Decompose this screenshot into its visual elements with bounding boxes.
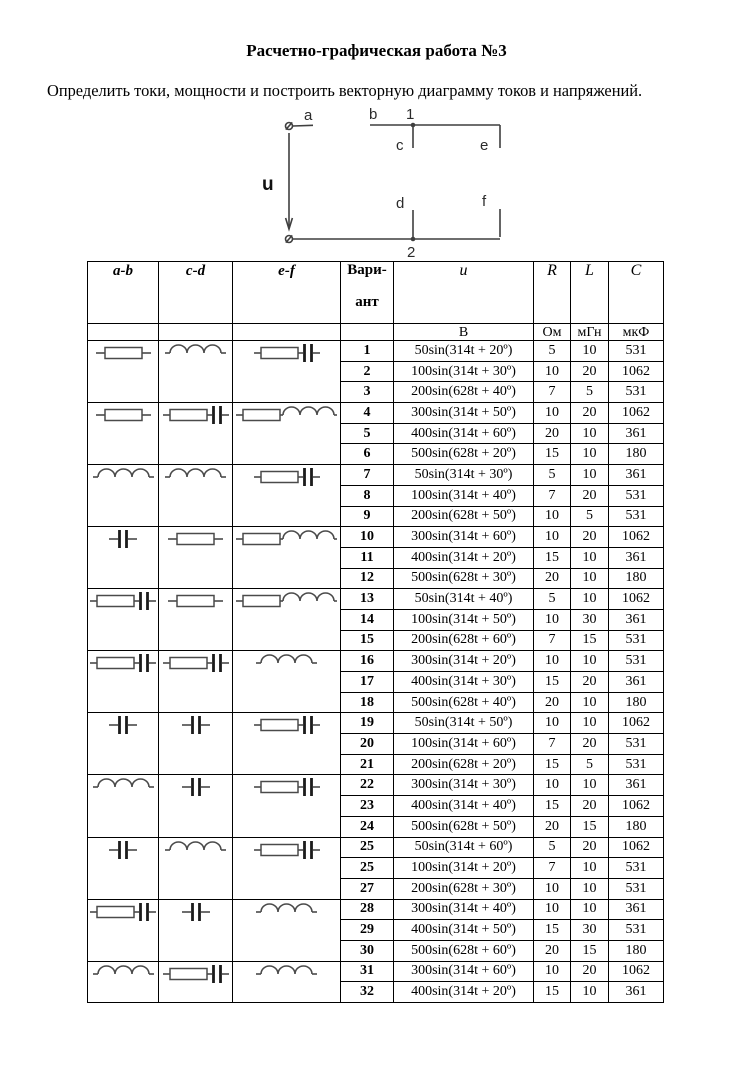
variant-cell: 22 [341, 775, 394, 796]
l-cell: 10 [571, 713, 609, 734]
terminal-label-b: b [369, 106, 378, 123]
variant-cell: 24 [341, 816, 394, 837]
r-cell: 10 [534, 361, 571, 382]
r-cell: 15 [534, 547, 571, 568]
terminal-top-icon [286, 122, 293, 129]
l-cell: 5 [571, 382, 609, 403]
c-cell: 180 [609, 568, 664, 589]
c-cell: 531 [609, 485, 664, 506]
header-row [88, 262, 664, 324]
symbol-cell-cd [159, 527, 233, 589]
resistor-capacitor-icon [253, 775, 321, 799]
u-cell: 200sin(628t + 60º) [394, 630, 534, 651]
resistor-capacitor-icon [89, 900, 157, 924]
l-cell: 20 [571, 672, 609, 693]
task-instruction: Определить токи, мощности и построить векторную диаграмму токов и напряжений. [47, 81, 643, 100]
r-cell: 10 [534, 713, 571, 734]
col-header-ef: e-f [233, 262, 341, 324]
variant-cell: 7 [341, 465, 394, 486]
c-cell: 361 [609, 423, 664, 444]
c-cell: 531 [609, 878, 664, 899]
variant-row [88, 775, 664, 796]
r-cell: 5 [534, 341, 571, 362]
variant-cell: 30 [341, 940, 394, 961]
variant-cell: 15 [341, 630, 394, 651]
r-cell: 7 [534, 630, 571, 651]
r-cell: 15 [534, 754, 571, 775]
c-cell: 531 [609, 382, 664, 403]
variant-cell: 6 [341, 444, 394, 465]
u-cell: 50sin(314t + 60º) [394, 837, 534, 858]
u-cell: 300sin(314t + 50º) [394, 403, 534, 424]
symbol-cell-ab [88, 713, 159, 775]
inductor-icon [255, 900, 318, 924]
node-label-1: 1 [406, 106, 415, 123]
r-cell: 20 [534, 816, 571, 837]
node-label-2: 2 [407, 244, 416, 261]
u-cell: 500sin(628t + 60º) [394, 940, 534, 961]
l-cell: 30 [571, 609, 609, 630]
u-cell: 200sin(628t + 30º) [394, 878, 534, 899]
c-cell: 361 [609, 547, 664, 568]
c-cell: 531 [609, 858, 664, 879]
resistor-inductor-icon [235, 589, 338, 613]
variant-row [88, 837, 664, 858]
l-cell: 20 [571, 527, 609, 548]
u-cell: 300sin(314t + 60º) [394, 527, 534, 548]
resistor-capacitor-icon [253, 713, 321, 737]
variant-cell: 4 [341, 403, 394, 424]
terminal-bottom-icon [286, 235, 293, 242]
r-cell: 10 [534, 775, 571, 796]
u-cell: 100sin(314t + 30º) [394, 361, 534, 382]
c-cell: 531 [609, 630, 664, 651]
inductor-icon [255, 651, 318, 675]
units-r: Ом [534, 324, 571, 341]
units-c: мкФ [609, 324, 664, 341]
symbol-cell-ef [233, 341, 341, 403]
r-cell: 5 [534, 837, 571, 858]
capacitor-icon [108, 527, 138, 551]
units-variant [341, 324, 394, 341]
u-cell: 400sin(314t + 30º) [394, 672, 534, 693]
variant-cell: 28 [341, 899, 394, 920]
c-cell: 531 [609, 651, 664, 672]
c-cell: 531 [609, 920, 664, 941]
c-cell: 1062 [609, 403, 664, 424]
variant-cell: 3 [341, 382, 394, 403]
inductor-icon [164, 838, 227, 862]
variant-cell: 10 [341, 527, 394, 548]
c-cell: 361 [609, 982, 664, 1003]
u-cell: 50sin(314t + 40º) [394, 589, 534, 610]
capacitor-icon [108, 838, 138, 862]
l-cell: 30 [571, 920, 609, 941]
capacitor-icon [181, 775, 211, 799]
page-title: Расчетно-графическая работа №3 [246, 41, 507, 60]
l-cell: 10 [571, 651, 609, 672]
symbol-cell-cd [159, 775, 233, 837]
symbol-cell-ef [233, 651, 341, 713]
u-cell: 500sin(628t + 30º) [394, 568, 534, 589]
r-cell: 7 [534, 734, 571, 755]
variant-cell: 19 [341, 713, 394, 734]
r-cell: 10 [534, 403, 571, 424]
symbol-cell-ab [88, 899, 159, 961]
u-cell: 100sin(314t + 50º) [394, 609, 534, 630]
c-cell: 361 [609, 609, 664, 630]
symbol-cell-cd [159, 713, 233, 775]
resistor-capacitor-icon [162, 962, 230, 986]
inductor-icon [164, 341, 227, 365]
r-cell: 10 [534, 609, 571, 630]
l-cell: 10 [571, 692, 609, 713]
r-cell: 10 [534, 651, 571, 672]
symbol-cell-ab [88, 527, 159, 589]
l-cell: 20 [571, 403, 609, 424]
l-cell: 20 [571, 837, 609, 858]
inductor-icon [164, 465, 227, 489]
c-cell: 531 [609, 506, 664, 527]
l-cell: 10 [571, 982, 609, 1003]
u-cell: 300sin(314t + 20º) [394, 651, 534, 672]
l-cell: 20 [571, 734, 609, 755]
terminal-label-a: a [304, 107, 313, 124]
u-cell: 300sin(314t + 30º) [394, 775, 534, 796]
variant-row [88, 713, 664, 734]
symbol-cell-ef [233, 589, 341, 651]
c-cell: 361 [609, 899, 664, 920]
r-cell: 10 [534, 506, 571, 527]
variants-table [87, 261, 664, 1003]
variant-row [88, 341, 664, 362]
l-cell: 15 [571, 630, 609, 651]
variant-row [88, 899, 664, 920]
l-cell: 5 [571, 754, 609, 775]
variant-cell: 25 [341, 858, 394, 879]
l-cell: 20 [571, 485, 609, 506]
c-cell: 1062 [609, 713, 664, 734]
symbol-cell-ef [233, 527, 341, 589]
variant-cell: 27 [341, 878, 394, 899]
r-cell: 15 [534, 920, 571, 941]
u-cell: 50sin(314t + 20º) [394, 341, 534, 362]
variant-row [88, 589, 664, 610]
c-cell: 531 [609, 734, 664, 755]
symbol-cell-ef [233, 465, 341, 527]
col-header-l: L [571, 262, 609, 324]
inductor-icon [92, 962, 155, 986]
voltage-label: u [262, 174, 274, 195]
symbol-cell-cd [159, 961, 233, 1002]
terminal-label-f: f [482, 193, 487, 210]
c-cell: 180 [609, 692, 664, 713]
variant-cell: 13 [341, 589, 394, 610]
u-cell: 100sin(314t + 20º) [394, 858, 534, 879]
resistor-icon [167, 527, 224, 551]
circuit-diagram [250, 102, 532, 270]
resistor-capacitor-icon [253, 465, 321, 489]
symbol-cell-ef [233, 403, 341, 465]
r-cell: 20 [534, 692, 571, 713]
l-cell: 10 [571, 775, 609, 796]
col-header-c: C [609, 262, 664, 324]
units-l: мГн [571, 324, 609, 341]
u-cell: 200sin(628t + 50º) [394, 506, 534, 527]
units-u: В [394, 324, 534, 341]
resistor-inductor-icon [235, 403, 338, 427]
l-cell: 5 [571, 506, 609, 527]
l-cell: 10 [571, 423, 609, 444]
u-cell: 400sin(314t + 20º) [394, 982, 534, 1003]
terminal-label-d: d [396, 195, 405, 212]
l-cell: 10 [571, 858, 609, 879]
variant-cell: 1 [341, 341, 394, 362]
r-cell: 10 [534, 878, 571, 899]
u-cell: 500sin(628t + 50º) [394, 816, 534, 837]
variant-cell: 9 [341, 506, 394, 527]
symbol-cell-cd [159, 899, 233, 961]
l-cell: 10 [571, 568, 609, 589]
c-cell: 1062 [609, 961, 664, 982]
symbol-cell-cd [159, 341, 233, 403]
r-cell: 20 [534, 423, 571, 444]
variant-cell: 20 [341, 734, 394, 755]
col-header-u: u [394, 262, 534, 324]
capacitor-icon [181, 900, 211, 924]
u-cell: 300sin(314t + 60º) [394, 961, 534, 982]
symbol-cell-ef [233, 713, 341, 775]
col-header-r: R [534, 262, 571, 324]
symbol-cell-cd [159, 403, 233, 465]
u-cell: 50sin(314t + 50º) [394, 713, 534, 734]
r-cell: 5 [534, 589, 571, 610]
r-cell: 5 [534, 465, 571, 486]
r-cell: 15 [534, 982, 571, 1003]
c-cell: 361 [609, 672, 664, 693]
resistor-capacitor-icon [89, 589, 157, 613]
variant-row [88, 403, 664, 424]
c-cell: 531 [609, 341, 664, 362]
symbol-cell-ef [233, 899, 341, 961]
u-cell: 500sin(628t + 40º) [394, 692, 534, 713]
col-header-ab: a-b [88, 262, 159, 324]
u-cell: 50sin(314t + 30º) [394, 465, 534, 486]
symbol-cell-ab [88, 837, 159, 899]
variant-cell: 14 [341, 609, 394, 630]
symbol-cell-ef [233, 961, 341, 1002]
u-cell: 100sin(314t + 40º) [394, 485, 534, 506]
wire-terminal-a [293, 125, 313, 126]
symbol-cell-ab [88, 403, 159, 465]
c-cell: 1062 [609, 527, 664, 548]
units-cd [159, 324, 233, 341]
terminal-label-e: e [480, 137, 489, 154]
variant-cell: 11 [341, 547, 394, 568]
r-cell: 7 [534, 485, 571, 506]
l-cell: 20 [571, 961, 609, 982]
units-row [88, 324, 664, 341]
l-cell: 20 [571, 796, 609, 817]
symbol-cell-ef [233, 775, 341, 837]
r-cell: 10 [534, 527, 571, 548]
variant-cell: 29 [341, 920, 394, 941]
resistor-inductor-icon [235, 527, 338, 551]
symbol-cell-cd [159, 465, 233, 527]
symbol-cell-ab [88, 589, 159, 651]
l-cell: 15 [571, 816, 609, 837]
variant-cell: 12 [341, 568, 394, 589]
variant-cell: 23 [341, 796, 394, 817]
resistor-capacitor-icon [89, 651, 157, 675]
l-cell: 10 [571, 899, 609, 920]
c-cell: 1062 [609, 837, 664, 858]
l-cell: 15 [571, 940, 609, 961]
variant-cell: 8 [341, 485, 394, 506]
variant-row [88, 651, 664, 672]
u-cell: 300sin(314t + 40º) [394, 899, 534, 920]
l-cell: 10 [571, 547, 609, 568]
inductor-icon [92, 465, 155, 489]
l-cell: 10 [571, 589, 609, 610]
l-cell: 10 [571, 878, 609, 899]
variant-row [88, 527, 664, 548]
u-cell: 500sin(628t + 20º) [394, 444, 534, 465]
symbol-cell-ab [88, 341, 159, 403]
l-cell: 10 [571, 465, 609, 486]
c-cell: 1062 [609, 796, 664, 817]
c-cell: 531 [609, 754, 664, 775]
variant-cell: 5 [341, 423, 394, 444]
variant-cell: 2 [341, 361, 394, 382]
symbol-cell-ab [88, 775, 159, 837]
resistor-icon [167, 589, 224, 613]
u-cell: 100sin(314t + 60º) [394, 734, 534, 755]
units-ab [88, 324, 159, 341]
variant-cell: 31 [341, 961, 394, 982]
c-cell: 180 [609, 816, 664, 837]
u-cell: 200sin(628t + 40º) [394, 382, 534, 403]
resistor-capacitor-icon [162, 403, 230, 427]
symbol-cell-cd [159, 837, 233, 899]
l-cell: 10 [571, 444, 609, 465]
u-cell: 400sin(314t + 20º) [394, 547, 534, 568]
variant-row [88, 465, 664, 486]
c-cell: 1062 [609, 361, 664, 382]
node-2-dot [411, 237, 416, 242]
symbol-cell-ab [88, 651, 159, 713]
resistor-icon [95, 403, 152, 427]
c-cell: 361 [609, 465, 664, 486]
r-cell: 15 [534, 672, 571, 693]
u-cell: 400sin(314t + 40º) [394, 796, 534, 817]
u-cell: 400sin(314t + 60º) [394, 423, 534, 444]
capacitor-icon [181, 713, 211, 737]
inductor-icon [92, 775, 155, 799]
col-header-cd: c-d [159, 262, 233, 324]
inductor-icon [255, 962, 318, 986]
node-1-dot [411, 123, 416, 128]
c-cell: 180 [609, 940, 664, 961]
c-cell: 1062 [609, 589, 664, 610]
symbol-cell-ef [233, 837, 341, 899]
r-cell: 15 [534, 796, 571, 817]
symbol-cell-cd [159, 589, 233, 651]
r-cell: 20 [534, 940, 571, 961]
r-cell: 20 [534, 568, 571, 589]
l-cell: 10 [571, 341, 609, 362]
resistor-icon [95, 341, 152, 365]
c-cell: 180 [609, 444, 664, 465]
resistor-capacitor-icon [162, 651, 230, 675]
r-cell: 7 [534, 858, 571, 879]
variant-cell: 18 [341, 692, 394, 713]
variant-cell: 21 [341, 754, 394, 775]
resistor-capacitor-icon [253, 838, 321, 862]
variant-cell: 17 [341, 672, 394, 693]
units-ef [233, 324, 341, 341]
variant-cell: 32 [341, 982, 394, 1003]
symbol-cell-cd [159, 651, 233, 713]
symbol-cell-ab [88, 961, 159, 1002]
r-cell: 10 [534, 899, 571, 920]
variant-cell: 16 [341, 651, 394, 672]
variant-cell: 25 [341, 837, 394, 858]
r-cell: 15 [534, 444, 571, 465]
l-cell: 20 [571, 361, 609, 382]
u-cell: 200sin(628t + 20º) [394, 754, 534, 775]
capacitor-icon [108, 713, 138, 737]
u-cell: 400sin(314t + 50º) [394, 920, 534, 941]
c-cell: 361 [609, 775, 664, 796]
resistor-capacitor-icon [253, 341, 321, 365]
symbol-cell-ab [88, 465, 159, 527]
variant-row [88, 961, 664, 982]
terminal-label-c: c [396, 137, 404, 154]
r-cell: 7 [534, 382, 571, 403]
r-cell: 10 [534, 961, 571, 982]
col-header-variant: Вари- ант [341, 262, 394, 324]
